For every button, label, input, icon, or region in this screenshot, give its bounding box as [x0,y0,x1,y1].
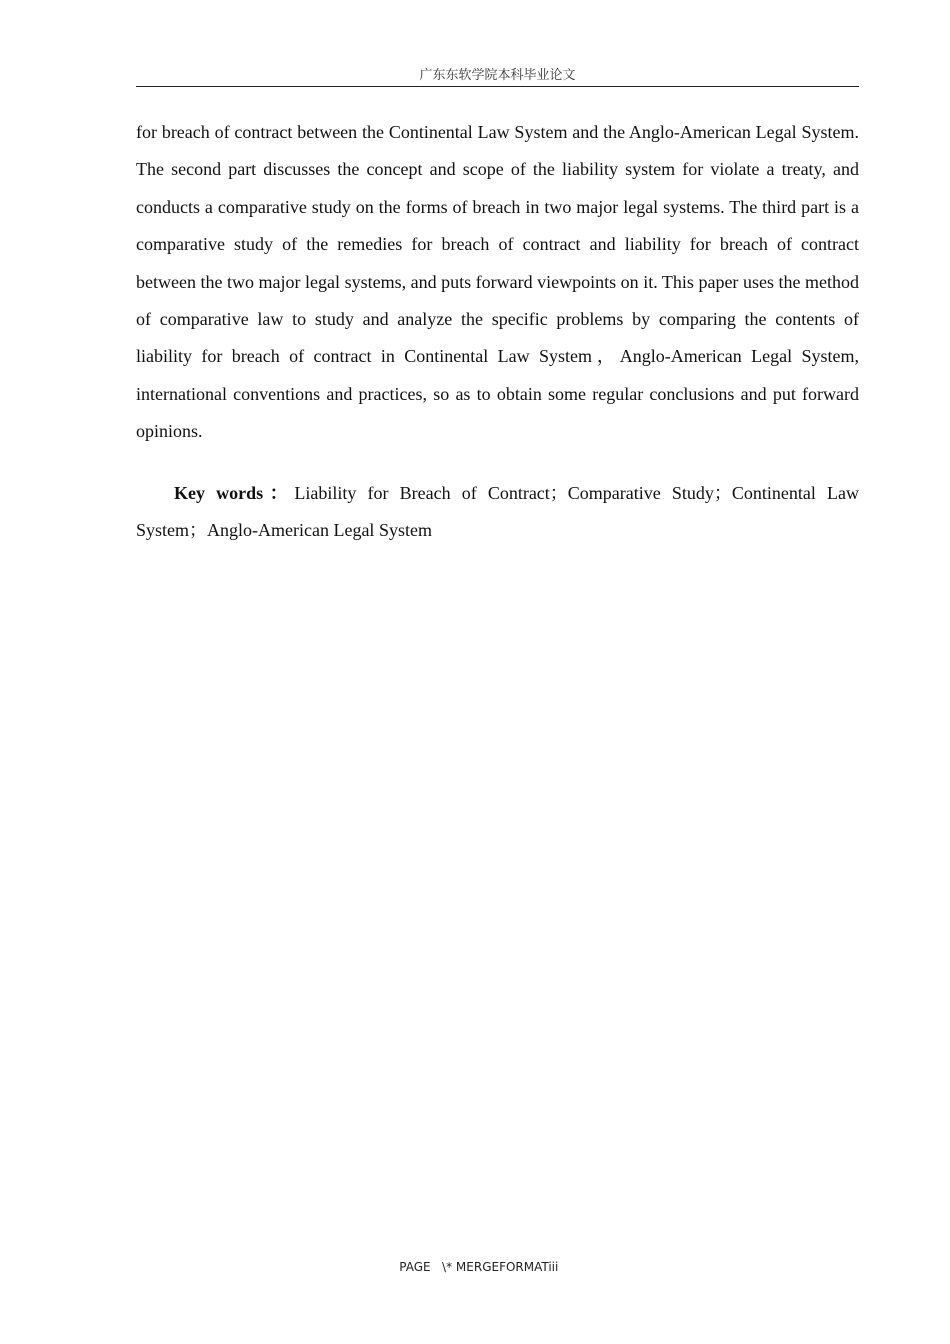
keywords-text: Liability for Breach of Contract；Comparative Study；Continental Law System；Anglo-American Legal System [136,483,859,541]
header-title: 广东东软学院本科毕业论文 [419,68,576,83]
keywords-paragraph [136,475,859,550]
abstract-body: for breach of contract between the Continental Law System and the Anglo-American Legal System. The second part discusses the concept and scope of the liability system for violate a treaty, and conducts a comparative study on the forms of breach in two major legal systems. The third part is a comparative study of the remedies for breach of contract and liability for breach of contract between the two major legal systems, and puts forward viewpoints on it. This paper uses the method of comparative law to study and analyze the specific problems by comparing the contents of liability for breach of contract in Continental Law System，Anglo-American Legal System, international conventions and practices, so as to obtain some regular conclusions and put forward opinions. [136,122,859,442]
running-header [136,66,859,87]
keywords-label: Key words： [174,483,295,503]
page-footer [0,1246,950,1274]
page-number-field: PAGE \* MERGEFORMATiii [399,1260,559,1274]
